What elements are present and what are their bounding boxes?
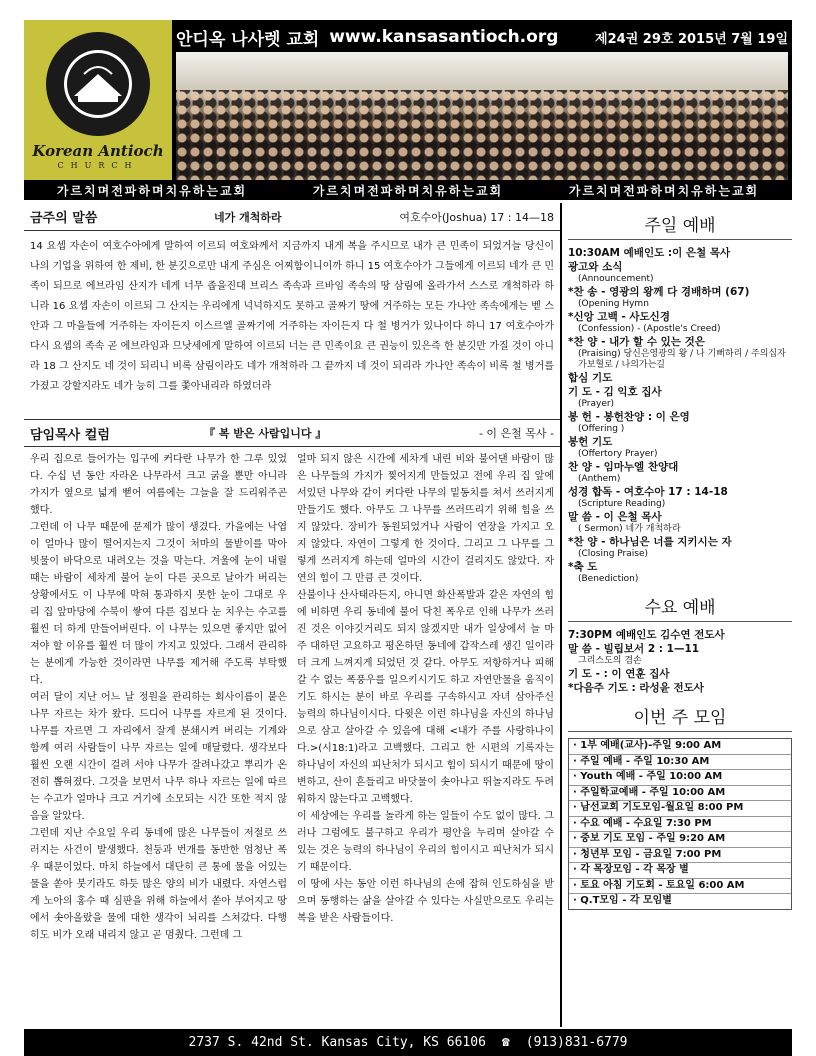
logo-name: Korean Antioch [32, 142, 164, 160]
wednesday-service-heading: 수요 예배 [568, 593, 792, 622]
service-item: 7:30PM 예배인도 김수연 전도사 [568, 629, 725, 641]
church-url[interactable]: www.kansasantioch.org [329, 27, 559, 47]
meeting-item: · 남선교회 기도모임-월요일 8:00 PM [569, 801, 791, 817]
column-heading: 담임목사 컬럼 [30, 427, 110, 443]
service-item: *축 도 [568, 561, 598, 573]
meetings-heading: 이번 주 모임 [568, 703, 792, 732]
service-item-note: (Offering ) [578, 424, 625, 434]
service-item: *신앙 고백 - 사도신경 [568, 311, 670, 323]
service-item: 말 씀 - 이 은철 목사 [568, 511, 662, 523]
slogan: 가르치며전파하며치유하는교회 [56, 183, 248, 198]
service-item: 찬 양 - 임마누엘 찬양대 [568, 461, 679, 473]
church-address: 2737 S. 42nd St. Kansas City, KS 66106 [188, 1035, 486, 1050]
nazarene-seal-icon [44, 30, 152, 138]
logo-subtitle: CHURCH [57, 161, 139, 170]
scripture-text: 14 요셉 자손이 여호수아에게 말하여 이르되 여호와께서 지금까지 내게 복을 주시므로 내가 큰 민족이 되었거늘 당신이 나의 기업을 위하여 한 제비, 한 분깃으로만 내게 주심은 어찌함이니이까 하니 15 여호수아가 그들에게 이르되 네가 큰 민족이 되므로 에브라임 산지가 네게 너무 좁을진대 브리스 족속과 르바임 족속의 땅 삼림에 올라가서 스스로 개척하라 하니라 16 요셉 자손이 이르되 그 산지는 우리에게 넉넉하지도 못하고 골짜기 땅에 거주하는 모든 가나안 족속에게는 벧 스안과 그 마을들에 거주하는 자이든지 이스르엘 골짜기에 거주하는 자이든지 다 철 병거가 있나이다 하니 17 여호수아가 다시 요셉의 족속 곧 에브라임과 므낫세에게 말하여 이르되 너는 큰 민족이요 큰 권능이 있은즉 한 분깃만 가질 것이 아니라 18 그 산지도 네 것이 되리니 비록 삼림이라도 네가 개척하라 그 끝까지 네 것이 되리라 가나안 족속이 비록 철 병거를 가졌고 강할지라도 네가 능히 그를 쫓아내리라 하였더라 [30, 241, 554, 392]
meeting-item: · 수요 예배 - 수요일 7:30 PM [569, 817, 791, 833]
main-column [24, 203, 560, 944]
sunday-service-order [568, 246, 792, 585]
paragraph: 이 세상에는 우리를 놀라게 하는 일들이 수도 없이 많다. 그러나 그럼에도 불구하고 우리가 평안을 누리며 살아갈 수 있는 것은 능력의 하나님이 우리의 힘이시고 피난처가 되시기 때문이다. [297, 811, 554, 873]
service-item-note: (Confession) - (Apostle's Creed) [578, 324, 721, 334]
telephone-icon: ☎ [501, 1035, 510, 1050]
service-item: 기 도 - : 이 연훈 집사 [568, 668, 670, 680]
service-item: 광고와 소식 [568, 261, 623, 273]
meeting-item: · 각 목장모임 - 각 목장 별 [569, 863, 791, 879]
slogan-bar [24, 180, 792, 200]
slogan: 가르치며전파하며치유하는교회 [312, 183, 504, 198]
service-item: 성경 합독 - 여호수아 17 : 14-18 [568, 486, 728, 498]
service-item: *다음주 기도 : 라성윤 전도사 [568, 682, 704, 694]
wednesday-service-order [568, 628, 792, 695]
meeting-item: · 1부 예배(교사)-주일 9:00 AM [569, 739, 791, 755]
meeting-item: · 토요 아침 기도회 - 토요일 6:00 AM [569, 879, 791, 895]
service-item-note: (Benediction) [578, 574, 639, 584]
service-item-note: (Opening Hymn [578, 299, 649, 309]
column-title: 『 복 받은 사람입니다 』 [204, 427, 327, 440]
paragraph: 이 땅에 사는 동안 이런 하나님의 손에 잡혀 인도하심을 받으며 동행하는 삶을 살아갈 수 있다는 사실만으로도 우리는 복을 받은 사람들이다. [297, 879, 554, 924]
paragraph: 산불이나 산사태라든지, 아니면 화산폭발과 같은 자연의 힘에 비하면 우리 동네에 불어 닥친 폭우로 인해 나무가 쓰러진 것은 이야깃거리도 되지 않겠지만 내가 일상에서 늘 마주 대하던 고요하고 평온하던 동네에 갑작스레 생긴 일이라 더 크게 느껴지게 되었던 것 같다. 아무도 저항하거나 피해 갈 수 없는 폭풍우를 일으키시기도 하고 자연만물을 움직이기도 하시는 분이 바로 우리를 구속하시고 자녀 삼아주신 능력의 하나님이시다. 다윗은 이런 하나님을 자신의 하나님으로 삼고 살아갈 수 있음에 대해 <내가 주를 사랑하나이다.>(시18:1)라고 고백했다. 그리고 한 시편의 기록자는 하나님이 자신의 피난처가 되시고 힘이 되시기 때문에 땅이 변하고, 산이 흔들리고 바닷물이 솟아나고 뛰놀지라도 두려워하지 않는다고 고백했다. [297, 590, 554, 805]
service-item-note: ( Sermon) 네가 개척하라 [578, 524, 681, 534]
masthead [24, 20, 792, 200]
paragraph: 그런데 지난 수요일 우리 동네에 많은 나무들이 저절로 쓰러지는 사건이 발생했다. 천둥과 번개를 동반한 엄청난 폭우 때문이었다. 마치 하늘에서 대단히 큰 통에 물을 어있는 물을 쏟아 붓기라도 하듯 많은 양의 비가 내렸다. 자연스럽게 노아의 홍수 때 심판을 위해 하늘에서 쏟아 부어지고 땅에서 솟아올랐을 물에 대한 생각이 뇌리를 스쳐갔다. 다행히도 비가 오래 내리지 않고 곧 멈췄다. 그런데 그 [30, 828, 287, 941]
slogan: 가르치며전파하며치유하는교회 [568, 183, 760, 198]
service-item: *찬 양 - 하나님은 너를 지키시는 자 [568, 536, 732, 548]
service-item-note: (Offertory Prayer) [578, 449, 658, 459]
service-item-note: (Praising) 당신은영광의 왕 / 나 기뻐하리 / 주의십자가보혈로 / 나의가는길 [578, 349, 786, 370]
service-item: 봉 헌 - 봉헌찬양 : 이 은영 [568, 411, 690, 423]
service-item-note: (Closing Praise) [578, 549, 648, 559]
scripture-heading: 금주의 말씀 [30, 211, 98, 226]
paragraph: 여러 달이 지난 어느 날 정원을 관리하는 회사이름이 붙은 나무 자르는 차가 왔다. 드디어 나무를 자르게 된 것이다. 나무를 자르면 그 자리에서 잘게 분쇄시켜 버리는 기계와 함께 여러 사람들이 나무 자르는 일에 매달렸다. 생각보다 훨씬 오랜 시간이 걸려 서야 나무가 잘려나갔고 뿌리가 온전히 뽑혀졌다. 그것을 보면서 나무 하나 자르는 일에 따르는 수고가 얼마나 크고 거기에 소모되는 시간 또한 적지 않음을 알았다. [30, 692, 287, 822]
service-item: 말 씀 - 빌립보서 2 : 1—11 [568, 643, 700, 655]
congregation-crowd [176, 90, 788, 180]
paragraph: 얼마 되지 않은 시간에 세차게 내린 비와 불어댄 바람이 많은 나무들의 가지가 찢어지게 만들었고 전에 우리 집 앞에 서있던 나무와 같이 커다란 나무의 밑동치를 쳐서 쓰러지게 만들기도 했다. 아무도 그 나무를 쓰러뜨리기 위해 힘을 쓰지 않았다. 장비가 동원되었거나 사람이 연장을 가지고 오지 않았다. 자연이 그렇게 한 것이다. 그리고 그 나무를 그렇게 쓰러지게 하는데 얼마의 시간이 걸리지도 않았다. 자연의 힘이 그 만큼 큰 것이다. [297, 454, 554, 584]
meeting-item: · 중보 기도 모임 - 주일 9:20 AM [569, 832, 791, 848]
service-item-note: (Announcement) [578, 274, 654, 284]
paragraph: 우리 집으로 들어가는 입구에 커다란 나무가 한 그루 있었다. 수십 년 동안 자라온 나무라서 크고 굵을 뿐만 아니라 가지가 옆으로 넓게 뻗어 여름에는 그늘을 잘 드리워주곤 했다. [30, 454, 287, 516]
column-header [24, 419, 560, 447]
column-body [24, 451, 560, 944]
service-item-note: (Anthem) [578, 474, 621, 484]
meeting-item: · Youth 예배 - 주일 10:00 AM [569, 770, 791, 786]
title-bar [176, 24, 788, 50]
service-item: 10:30AM 예배인도 :이 은철 목사 [568, 247, 731, 259]
meeting-item: · Q.T모임 - 각 모임별 [573, 895, 672, 906]
service-item: 봉헌 기도 [568, 436, 613, 448]
scripture-title: 네가 개척하라 [214, 210, 282, 224]
column-text-left [30, 451, 287, 944]
meeting-item: · 주일 예배 - 주일 10:30 AM [569, 755, 791, 771]
sunday-service-heading: 주일 예배 [568, 211, 792, 240]
meetings-list [568, 738, 792, 910]
service-item: 합심 기도 [568, 372, 613, 384]
scripture-header [24, 203, 560, 231]
church-logo [24, 20, 172, 180]
church-name: 안디옥 나사렛 교회 [176, 29, 320, 50]
service-item: *찬 양 - 내가 할 수 있는 것은 [568, 336, 705, 348]
service-item-note: (Scripture Reading) [578, 499, 666, 509]
service-item-note: 그리스도의 겸손 [578, 656, 642, 666]
service-item: *찬 송 - 영광의 왕께 다 경배하며 (67) [568, 286, 750, 298]
meeting-item: · 청년부 모임 - 금요일 7:00 PM [569, 848, 791, 864]
scripture-reference: 여호수아(Joshua) 17 : 14—18 [399, 210, 554, 224]
meeting-item: · 주일학교예배 - 주일 10:00 AM [569, 786, 791, 802]
congregation-photo [176, 52, 788, 180]
service-item: 기 도 - 김 익호 집사 [568, 386, 662, 398]
church-phone[interactable]: (913)831-6779 [525, 1035, 628, 1050]
footer [24, 1029, 792, 1056]
paragraph: 그런데 이 나무 때문에 문제가 많이 생겼다. 가을에는 낙엽이 얼마나 많이 떨어지는지 그것이 처마의 물받이를 막아 빗물이 바닥으로 내려오는 것을 막는다. 겨울에 눈이 내릴 때는 바람이 세차게 불어 눈이 다른 곳으로 날아가 버리는 상황에서도 이 나무에 막혀 통과하지 못한 눈이 그대로 우리 집 앞마당에 수북이 쌓여 다른 집보다 눈 치우는 수고를 훨씬 더 하게 만들어버린다. 이 나무는 있으면 좋지만 없어져야 할 이유를 훨씬 더 많이 가지고 있었다. 그래서 관리하는 분에게 가능한 것이라면 나무를 제거해 주도록 부탁했다. [30, 522, 287, 686]
column-text-right [297, 451, 554, 944]
service-item-note: (Prayer) [578, 399, 615, 409]
sidebar [560, 203, 792, 1027]
column-author: - 이 은철 목사 - [478, 427, 554, 440]
issue-date: 제24권 29호 2015년 7월 19일 [595, 31, 788, 47]
